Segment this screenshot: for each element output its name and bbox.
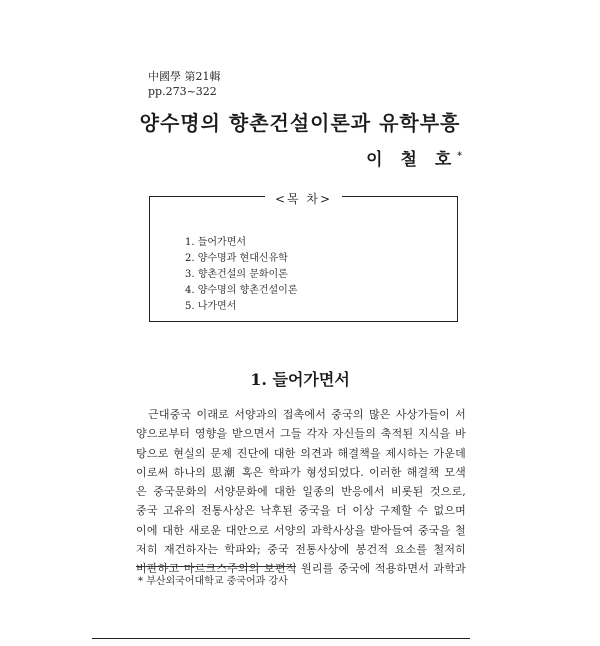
author-footnote-mark: * — [457, 151, 462, 162]
footnote — [138, 572, 288, 587]
body-line: 은 중국문화의 서양문화에 대한 일종의 반응에서 비롯된 것으로, — [136, 485, 466, 499]
body-line: 탕으로 현실의 문제 진단에 대한 의견과 해결책을 제시하는 가운데 — [136, 446, 466, 460]
toc-header: <목 차> — [265, 192, 342, 206]
page-bottom-rule — [92, 638, 470, 639]
body-line: 양으로부터 영향을 받으면서 그들 각자 자신들의 축적된 지식을 바 — [136, 427, 466, 441]
journal-name: 中國學 第21輯 — [148, 70, 221, 83]
author — [366, 145, 462, 170]
toc-item: 1. 들어가면서 — [185, 237, 247, 248]
section-heading: 1. 들어가면서 — [250, 370, 350, 389]
footnote-mark: * — [138, 576, 143, 587]
toc-item: 3. 향촌건설의 문화이론 — [185, 269, 288, 280]
body-paragraph — [136, 405, 466, 579]
journal-pages: pp.273~322 — [148, 85, 217, 98]
toc-item: 4. 양수명의 향촌건설이론 — [185, 285, 298, 296]
table-of-contents — [149, 192, 458, 322]
footnote-divider — [136, 566, 296, 567]
body-line: 중국 고유의 전통사상은 낙후된 중국을 더 이상 구제할 수 없으며 — [136, 504, 466, 518]
toc-item: 5. 나가면서 — [185, 301, 237, 312]
body-line: 비판하고 마르크스주의의 보편적 원리를 중국에 적용하면서 과학과 — [136, 562, 466, 576]
toc-item: 2. 양수명과 현대신유학 — [185, 253, 288, 264]
footnote-text: 부산외국어대학교 중국어과 강사 — [146, 576, 288, 587]
author-name: 이 철 호 — [366, 150, 458, 170]
body-line: 근대중국 이래로 서양과의 접촉에서 중국의 많은 사상가들이 서 — [148, 408, 466, 421]
toc-list — [185, 235, 298, 315]
paper-title: 양수명의 향촌건설이론과 유학부흥 — [139, 111, 461, 135]
journal-info — [148, 69, 221, 99]
body-line: 이로써 하나의 思潮 혹은 학파가 형성되었다. 이러한 해결책 모색 — [136, 465, 466, 479]
body-line: 이에 대한 새로운 대안으로 서양의 과학사상을 받아들여 중국을 철 — [136, 523, 466, 537]
body-line: 저히 재건하자는 학파와; 중국 전통사상에 봉건적 요소를 철저히 — [136, 543, 466, 557]
